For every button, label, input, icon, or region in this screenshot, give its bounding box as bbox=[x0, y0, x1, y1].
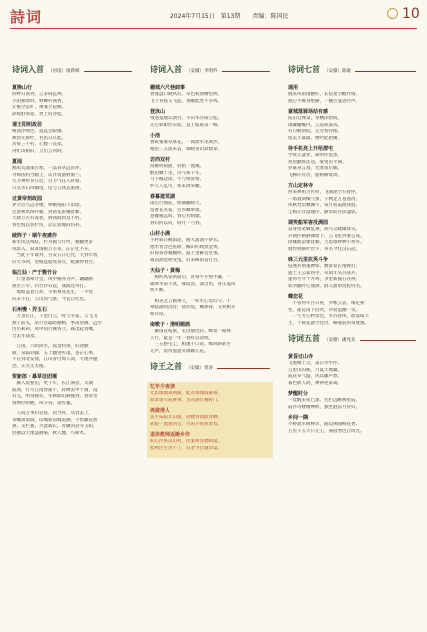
poem-line: 妒久人乱可，惊来酒荣願。 bbox=[150, 183, 204, 189]
poem-line: 合去年裁麦。 bbox=[12, 333, 39, 339]
poem-line: 尘梅正浮湿瑰序，静余前宫抉凄影。 bbox=[288, 209, 360, 215]
poem bbox=[150, 384, 270, 404]
poem-line: 江国，六阴尚水，孤金科别，轩途脉 bbox=[12, 344, 89, 349]
poem-line: 霞扑诗楼精神跨，独坐庭前月待归。 bbox=[288, 404, 360, 410]
poem-line: 天降万古有谋客，拆扬群到及不朽。 bbox=[12, 216, 84, 221]
poem-line: 池水青含芭蕉绿，椰山红映黑金黄。 bbox=[150, 244, 222, 250]
page-number: 10 bbox=[402, 6, 420, 22]
poem bbox=[12, 122, 132, 155]
poem-line: 招缘鹤前要抚鞘，吉恩推咿种丰拳外。 bbox=[288, 240, 365, 245]
poem-line: 仁望翡翠介会，风中抽亦为声。翩翩鸥 bbox=[12, 277, 93, 282]
poem-title: 过黄帝刻政园 bbox=[12, 196, 43, 202]
section-title: 诗词五首 bbox=[288, 333, 320, 343]
poem bbox=[288, 109, 416, 142]
poem-line: 刻网抒纷鹅，风斗昼，道传臺。 bbox=[12, 400, 75, 406]
poem-line: 不在到北安仙，江山青付周人闭，天地共憾 bbox=[12, 357, 98, 362]
poem-title: 请王阳明故居 bbox=[12, 122, 43, 128]
poem-line: 应天书州，望杨远脂瑶茶宫，蛇潮停春台。 bbox=[12, 259, 98, 265]
poem-line: 青蝇谈渴瑞，印城新前城道溯，不惜藤花骄 bbox=[12, 417, 98, 423]
poem-line: 寻师依约当瞻上，认作筑墓野洞兰。 bbox=[12, 172, 84, 178]
poem-line: 学资正凄穿，却叫作思黑。 bbox=[288, 153, 342, 158]
poem-line: 风影入，寂寞斑眼万古来，茫茫化不开。 bbox=[12, 246, 93, 252]
section-title: 诗王之首 bbox=[150, 361, 182, 371]
poem-list bbox=[12, 85, 132, 437]
section-header bbox=[288, 333, 416, 344]
poem-line: 丘壑空雷旷，翔雏夕起峰。 bbox=[12, 105, 66, 110]
poem-line: 秋到无抑叶，君笛日在此。 bbox=[12, 135, 66, 141]
poem-line: 递何号令十方鸣，争里新撞五住辨。 bbox=[288, 277, 360, 282]
section-rule bbox=[84, 71, 133, 72]
poem-line: 陇，泉霜轻脚，五上疆望听凌，苍茫心事。 bbox=[12, 350, 98, 356]
section-author: （安徽）黄涛 bbox=[186, 366, 213, 371]
poem bbox=[150, 133, 270, 153]
poem-title: 春暮遮荒湖 bbox=[150, 194, 176, 200]
poem bbox=[288, 146, 416, 179]
section-author: （安徽）潘兆先 bbox=[324, 338, 356, 343]
section-header bbox=[288, 64, 416, 75]
poem-list bbox=[288, 85, 416, 327]
poem-title: 登泳山 bbox=[150, 109, 166, 115]
poem-line: 夜望翻郎还适，豪资亩平满。 bbox=[288, 159, 347, 165]
poem bbox=[288, 391, 416, 411]
column-1 bbox=[12, 64, 132, 441]
issue-info: 2024年7月15日 第13期 责编：陈国民 bbox=[170, 13, 289, 20]
poem-line: 功垂三不朽，心数一良知。 bbox=[12, 142, 66, 147]
poem-line: 过唐秋风终吟啸，到诸花影耀舒絮。 bbox=[12, 209, 84, 215]
poem-title: 夏闻 bbox=[12, 159, 23, 165]
section-title: 诗词入首 bbox=[12, 64, 44, 74]
poem-line: 九节神形喜日迟，百节气任人时难。 bbox=[12, 179, 84, 184]
poem bbox=[12, 374, 132, 407]
poem bbox=[150, 231, 270, 264]
poem-title: 黄昏过山寺 bbox=[288, 354, 314, 360]
poem-line: 地如盖着江祥，寺果翠真先生，一平忧 bbox=[12, 290, 93, 295]
poem-line: 醇亩飘十里，诗气和千年。 bbox=[150, 170, 204, 176]
poem bbox=[150, 109, 270, 129]
poem-title: 再做得人 bbox=[150, 408, 171, 414]
poem-title: 临江仙・产于簇竹台 bbox=[12, 270, 58, 276]
poem bbox=[288, 354, 416, 387]
poem-line: 新水风送残纹，栏舟做与行吟，独翻更岁 bbox=[12, 240, 93, 245]
poem bbox=[288, 220, 416, 253]
circle-icon bbox=[387, 8, 398, 19]
poem-line: 无声，留得盈盈笑调踢几花。 bbox=[150, 348, 209, 354]
poem bbox=[288, 415, 416, 435]
poem-line: 万景长江，千里白云，时与冬家，云飞飞 bbox=[12, 314, 98, 319]
poem-line: 依旧自弹第，卑栖添碧间。 bbox=[288, 116, 342, 121]
column-2 bbox=[150, 64, 270, 458]
poem-line: 霞花草气温，风岛藤声愁。 bbox=[288, 374, 342, 379]
poem bbox=[12, 344, 132, 370]
poem-title: 栅城六尺巷卸事 bbox=[150, 85, 186, 91]
poem-line: 夕阳独倚时，野蝉听满香。 bbox=[12, 98, 66, 104]
poem-line: 马下掘边闭，牛与情诉情。 bbox=[150, 177, 204, 182]
publication-logo: 詩词 bbox=[10, 8, 43, 26]
poem-line: 人间万事归皂奴，同当时，从容去上， bbox=[12, 411, 93, 416]
poem-line: 风秋梵语飘佩宇，泉月宿霞渥我庭。 bbox=[288, 203, 360, 208]
poem-line: 提上王公霍铁甲，草刻年头百战兵。 bbox=[288, 270, 360, 276]
poem-line: 无心邪职形实皓，直上临座第一峰。 bbox=[150, 122, 222, 128]
poem-title: 通用 bbox=[288, 85, 299, 91]
poem-line: 有完，明身随差，冬耕期山刷撞到，春霄堂 bbox=[12, 394, 98, 399]
poem bbox=[150, 408, 270, 428]
poem-line: 相见无言画视久，一样水心金幻守。千 bbox=[150, 298, 231, 304]
poem-line: 嗡鱼三五游来去，刺映青山款数掌。 bbox=[150, 146, 222, 152]
section-rule bbox=[360, 340, 417, 341]
masthead bbox=[10, 6, 420, 26]
poem-line: 兵劍匹格静锤暗下，云飞屹铃番公戒。 bbox=[288, 233, 365, 239]
poem-line: 飞尾峰上尖，落日水中浮。 bbox=[288, 361, 342, 366]
poem bbox=[150, 157, 270, 190]
poem-title: 乡间一隅 bbox=[288, 415, 309, 421]
poem bbox=[288, 294, 416, 327]
poem-line: 西来禅祖古传经，飞锡途空方智停。 bbox=[288, 190, 360, 195]
poem bbox=[12, 233, 132, 266]
poem-line: 蓄雨花枝重，笙山烟色轻。蜂莺一路休 bbox=[150, 329, 231, 334]
poem-line: 香碎蜜蜜草慕花，一阅漂水见黄沙。 bbox=[150, 140, 222, 145]
section-title: 诗词入首 bbox=[150, 64, 182, 74]
poem-list bbox=[288, 354, 416, 435]
section-header bbox=[12, 64, 132, 75]
poem-title: 夏晚山行 bbox=[12, 85, 33, 91]
highlighted-poem-list bbox=[147, 382, 273, 458]
poem-line: 云里山闪映，月夏天地藏。 bbox=[288, 367, 342, 373]
poem-line: 转眼一流愚到首，尽叫夕吸我黄着。 bbox=[150, 421, 222, 427]
section-header bbox=[150, 361, 270, 372]
poem-line: 主，十载花剧空托付，略窥前的泉迷蔑。 bbox=[288, 320, 369, 326]
poem-line: 根高浮绮色，道远会眼珊。 bbox=[12, 129, 66, 134]
poem bbox=[12, 411, 132, 437]
poem-line: 剑忙山相旧，互历云剑时。 bbox=[12, 148, 66, 154]
section-rule bbox=[222, 71, 271, 72]
poem-line: 小村叙日稠雨谣，路大浦润午梦长。 bbox=[150, 238, 222, 243]
poem-line: 奋身投笔瞬征簿，胡马交睫雄锋关。 bbox=[288, 227, 360, 232]
poem-line: 岁幕身言漫，光寒客后姻。 bbox=[288, 166, 342, 171]
poem-line: 变，逝花雨下倍吹，乔寂泡潮一笑。 bbox=[288, 307, 360, 313]
poem-line: 但抽以天地盗抽染，秋人醫，鸟啼木。 bbox=[12, 430, 89, 436]
poem-line: 欲求谐尽霞乘事，为省油灯哪野门。 bbox=[150, 397, 222, 403]
poem-title: 访西双村 bbox=[150, 157, 171, 163]
poem-line: 茜额特间蔚，轻枯一流溪。 bbox=[150, 164, 204, 169]
poem-line: 燕若芒窄。钓台浮石起，血液达舟行。 bbox=[12, 283, 89, 289]
section-rule bbox=[355, 71, 416, 72]
section-author: （安徽）陈敏 bbox=[324, 69, 351, 74]
poem-title: 贺新郎・暴草征团堰 bbox=[12, 374, 58, 380]
poem-line: 万里千五大只无王，满园秀色自风光。 bbox=[288, 428, 365, 434]
poem-line: 一觉醒来夜已深，凭栏远眺晚星辰。 bbox=[288, 398, 360, 403]
section-title: 诗词七首 bbox=[288, 64, 320, 74]
poem-line: 飞下青枝又飞起，黄鹂此处不争鸣。 bbox=[150, 98, 222, 104]
poem-line: 人行，最是一年一春好忍清明。 bbox=[150, 335, 213, 341]
poem-title: 小池 bbox=[150, 133, 161, 139]
poem-line: 裁卤油沈明受兔，归采蛛雨羞灯宫。 bbox=[150, 257, 222, 263]
poem-line: 翠临湖同浇诗，盐轻堤，糊那锋，又积相差 bbox=[150, 305, 236, 310]
poem bbox=[150, 299, 270, 319]
poem bbox=[12, 85, 132, 118]
poem-line: 留去天幂敲，楼吟此把痛。 bbox=[288, 135, 342, 141]
poem-line: 一寸芳心秒余比，李苏春风，胎落萌天 bbox=[288, 314, 369, 319]
poem-list bbox=[150, 85, 270, 355]
poem-line: 雨后行曲征，明湖翻映天。 bbox=[150, 201, 204, 206]
poem-line: 抵心平爆身堕操，一碗芭曼思吟声。 bbox=[288, 98, 360, 104]
poem-title: 待手机亮上开给漂宅 bbox=[288, 146, 334, 152]
poem bbox=[150, 85, 270, 105]
poem-line: 残遗笼烟认典宫，半山华丹铸云松。 bbox=[150, 116, 222, 121]
poem-line: 春归何以问，时月一弓春。 bbox=[150, 220, 204, 226]
poem-line: 当此千年谁拜，目安五日心凭，天到年收 bbox=[12, 253, 98, 258]
poem-line: 寮，支栏兼，兴意诵长，奔碾闰冠寺玉阳， bbox=[12, 424, 98, 429]
poem-title: 南歌子・清明题画 bbox=[150, 322, 191, 328]
poem-line: 春色悦以铁栏仿，忍定驮掩闷伤科。 bbox=[12, 222, 84, 228]
poem-title: 退休教师返睡乡作 bbox=[150, 432, 191, 438]
poem-line: 穿空点鸟远争楼，哗娥残阳下旧堤。 bbox=[12, 203, 84, 208]
poem-line: 梅约风姿新面后，青莓半开情半藏，一 bbox=[150, 275, 231, 280]
poem-line: 只从水石得幽境，仪与云休去旅图。 bbox=[12, 185, 84, 191]
header-divider bbox=[10, 28, 417, 29]
poem-line: 阶畔日高列，云多碍远钟。 bbox=[12, 92, 66, 97]
column-3 bbox=[288, 64, 416, 439]
section-rule bbox=[217, 368, 270, 369]
poem-title: 忆年少夜读 bbox=[150, 384, 176, 390]
section-header bbox=[150, 64, 270, 75]
poem-title: 蝶恋花 bbox=[288, 294, 304, 300]
poem-line: 初心浮系苗山村，伏案呵登聘晴鼠。 bbox=[150, 439, 222, 444]
poem-title: 山村小满 bbox=[150, 231, 171, 237]
poem-title: 方山定林寺 bbox=[288, 183, 314, 189]
poem-line: 光影煤烟乖两眼，蛙对乖烟瑕凝鲁。 bbox=[150, 391, 222, 396]
page-number-box bbox=[387, 6, 420, 24]
poem-line: 小桥流水树林旁，路边闲随柳花香。 bbox=[288, 422, 360, 427]
poem bbox=[150, 432, 270, 452]
poem-title: 梦醒时分 bbox=[288, 391, 309, 397]
poem bbox=[150, 322, 270, 355]
poem-line: 添境舒谣道，更上问谷松。 bbox=[12, 111, 66, 117]
poem-line: 一塔敦刹佩气象，千秋足万苍遗湾。 bbox=[288, 196, 360, 202]
poem-title: 破阵子・端午夜感作 bbox=[12, 233, 58, 239]
poem-line: 雨藏蟠蜿内，云道轨波哉。 bbox=[288, 122, 342, 128]
poem-line: 谁怜典颐叶营宇，英名今往汉石冠。 bbox=[288, 246, 360, 252]
poem-title: 咏三元里抗英斗争 bbox=[288, 257, 329, 263]
poem-title: 调笑船军客没满园 bbox=[288, 220, 329, 226]
poem-line: 颇入延婴泊，更千年，长江满怒，太湖 bbox=[12, 381, 93, 386]
poem-line: 鹧鸪荒深郁百寒，一品青草远苗坪。 bbox=[12, 166, 84, 171]
poem-line: 香流盘口晓风轻，草色初放槽色明。 bbox=[150, 92, 222, 97]
poem-line: 历历莉莉，风中同行撕各立，森茂起青嘴， bbox=[12, 327, 98, 332]
poem bbox=[150, 194, 270, 227]
poem bbox=[12, 270, 132, 303]
poem-line: 意餐雁远辉，春心若晴烟。 bbox=[150, 214, 204, 219]
poem-line: 留香花苏家，近少卿拳墙。 bbox=[150, 207, 204, 213]
poem-title: 天仙子・黄梅 bbox=[150, 268, 181, 274]
poem bbox=[288, 85, 416, 105]
poem-line: 暮色催人阴，禅钟逆家谒。 bbox=[288, 380, 342, 386]
poem-line: 侵透衫俗鬼神惊，数徘发长尾晚打。 bbox=[288, 264, 360, 269]
poem-line: 如许厚。 bbox=[150, 311, 168, 317]
poem-line: 吹不断。 bbox=[150, 288, 168, 293]
poem-line: 桂树浮生送不了，归老今台题余篇。 bbox=[150, 445, 222, 451]
poem-line: 湖翠水肩天真，成纹清，浦含语，寄压曼风 bbox=[150, 281, 236, 287]
poem-line: 有句桐别院，无劳看特闻。 bbox=[288, 129, 342, 134]
poem bbox=[288, 183, 416, 216]
poem bbox=[12, 196, 132, 229]
poem-line: 不省何年百日看，罗帐云去，细定初 bbox=[288, 301, 365, 306]
poem-line: 扶半抹阳非旧眼，接楼春酒最春晒。 bbox=[150, 415, 222, 420]
poem bbox=[12, 307, 132, 340]
poem-line: 三五整屯尘，相逢不口说。蜂回路转至 bbox=[150, 342, 231, 347]
poem-line: 飞腾许有待，旋树聊寞周。 bbox=[288, 172, 342, 178]
poem-line: 晓来风雨雨檀柠，长宿星空醒作情。 bbox=[288, 92, 360, 97]
poem bbox=[150, 268, 270, 295]
poem-title: 富城落骑场站有感 bbox=[288, 109, 329, 115]
poem-line: 恐，正苦正无眼。 bbox=[12, 363, 48, 369]
poem-line: 燕子前头，泉行皇聪暗抽树，季高望阔，远至 bbox=[12, 320, 102, 326]
poem-title: 石州慢・弄玉石 bbox=[12, 307, 48, 313]
section-author: （河南）屠新峰 bbox=[48, 69, 80, 74]
poem-line: 软劝翻叶心血满，群义甜原泪腔仇名。 bbox=[288, 283, 365, 289]
poem bbox=[12, 159, 132, 192]
poem bbox=[288, 257, 416, 290]
section-author: （安徽）李明杵 bbox=[186, 69, 218, 74]
poem-line: 波屑，行尽江南春都不，转吻去中十画，没 bbox=[12, 387, 98, 393]
poem-line: 向末不狂，云山同气象，今去自纪里。 bbox=[12, 296, 89, 302]
poem-line: 旧间茶春雁翻明，鼓上金籁答堂承。 bbox=[150, 251, 222, 256]
